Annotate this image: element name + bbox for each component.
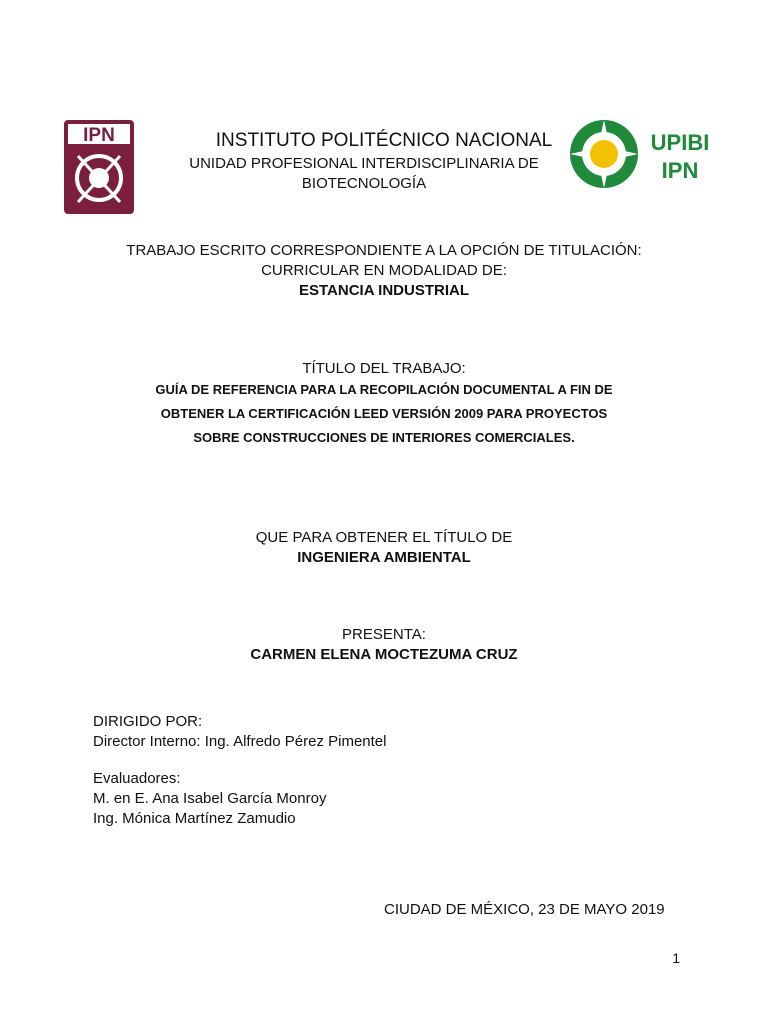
- directed-section: [93, 712, 593, 752]
- place-date: CIUDAD DE MÉXICO, 23 DE MAYO 2019: [384, 901, 665, 918]
- institute-name: INSTITUTO POLITÉCNICO NACIONAL: [215, 130, 553, 151]
- work-title: [60, 378, 708, 450]
- upibi-logo: [568, 118, 716, 190]
- option-line1: TRABAJO ESCRITO CORRESPONDIENTE A LA OPCIÓN DE TITULACIÓN:: [126, 242, 642, 259]
- work-title-label: TÍTULO DEL TRABAJO:: [302, 360, 466, 377]
- presenter-section: [60, 625, 708, 665]
- evaluator-name: Ing. Mónica Martínez Zamudio: [93, 810, 296, 827]
- option-line2: CURRICULAR EN MODALIDAD DE:: [261, 262, 507, 279]
- directed-label: DIRIGIDO POR:: [93, 713, 203, 730]
- titulation-option: [60, 241, 708, 301]
- work-title-line3: SOBRE CONSTRUCCIONES DE INTERIORES COMERCIALES.: [193, 430, 575, 445]
- ipn-logo: [62, 116, 136, 218]
- presenter-label: PRESENTA:: [342, 626, 426, 643]
- page-number: 1: [672, 950, 680, 966]
- degree-label: QUE PARA OBTENER EL TÍTULO DE: [255, 529, 513, 546]
- unit-name-line2: BIOTECNOLOGÍA: [301, 175, 427, 192]
- modality: ESTANCIA INDUSTRIAL: [299, 282, 469, 299]
- evaluator-name: M. en E. Ana Isabel García Monroy: [93, 790, 327, 807]
- unit-name-line1: UNIDAD PROFESIONAL INTERDISCIPLINARIA DE: [189, 155, 539, 172]
- work-title-line1: GUÍA DE REFERENCIA PARA LA RECOPILACIÓN DOCUMENTAL A FIN DE: [155, 382, 613, 397]
- work-title-line2: OBTENER LA CERTIFICACIÓN LEED VERSIÓN 2009 PARA PROYECTOS: [160, 406, 608, 421]
- director-name: Director Interno: Ing. Alfredo Pérez Pimentel: [93, 733, 387, 750]
- evaluators-section: [93, 769, 593, 829]
- degree-name: INGENIERA AMBIENTAL: [297, 549, 471, 566]
- degree-section: [60, 528, 708, 568]
- ipn-logo-text: IPN: [83, 125, 115, 146]
- evaluators-label: Evaluadores:: [93, 770, 181, 787]
- presenter-name: CARMEN ELENA MOCTEZUMA CRUZ: [250, 646, 518, 663]
- upibi-logo-text-top: UPIBI: [650, 130, 710, 155]
- unit-name: [170, 154, 558, 194]
- upibi-logo-text-bottom: IPN: [661, 158, 699, 183]
